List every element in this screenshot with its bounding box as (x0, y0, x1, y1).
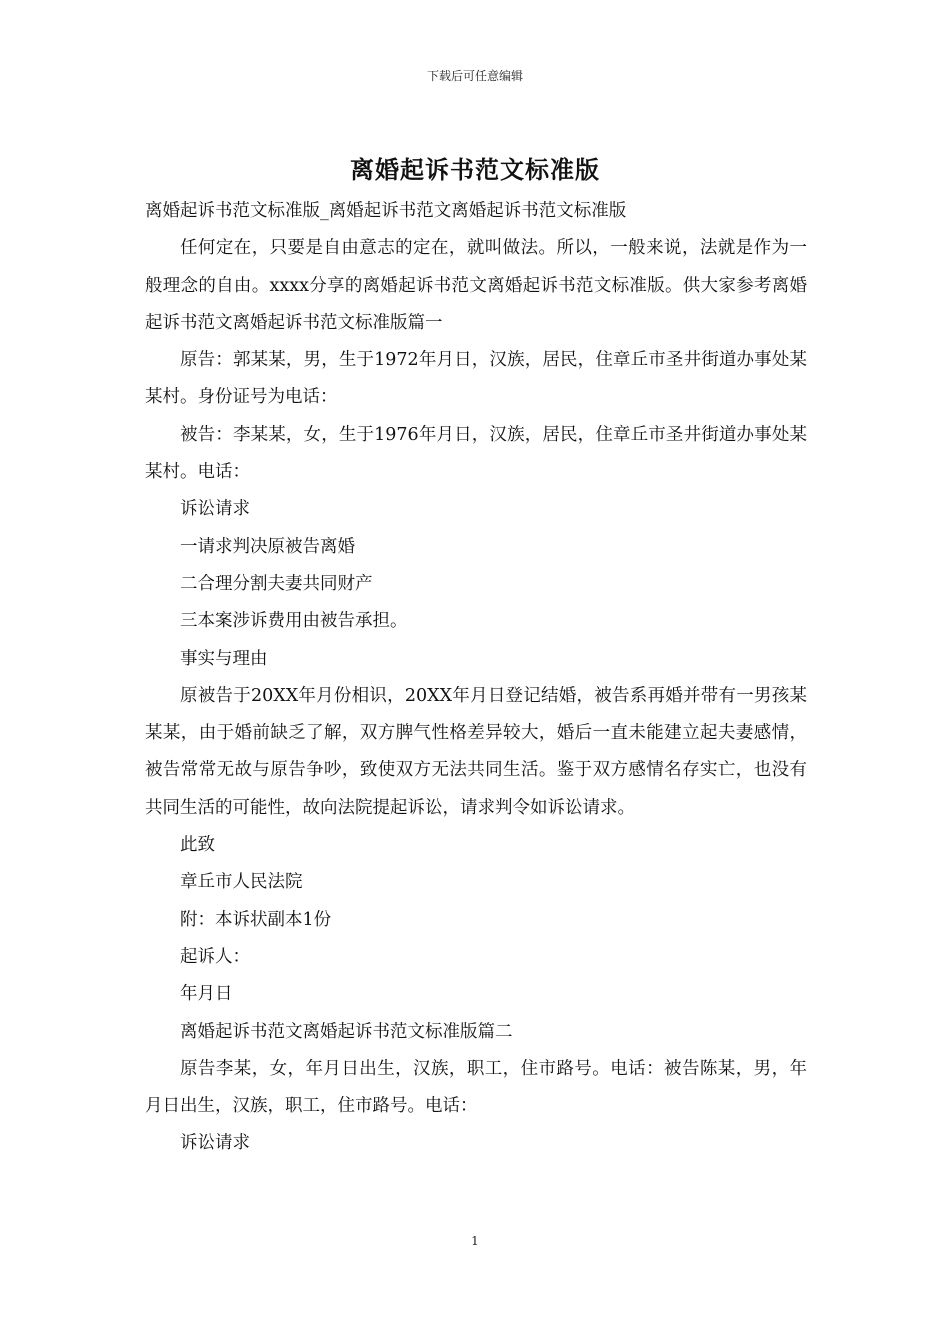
page-number: 1 (471, 1234, 479, 1248)
facts-paragraph: 原被告于20XX年月份相识，20XX年月日登记结婚，被告系再婚并带有一男孩某某某，由于婚前缺乏了解，双方脾气性格差异较大，婚后一直未能建立起夫妻感情，被告常常无故与原告争吵，致使双方无法共同生活。鉴于双方感情名存实亡，也没有共同生活的可能性，故向法院提起诉讼，请求判令如诉讼请求。 (145, 685, 807, 818)
date-line: 年月日 (180, 984, 233, 1005)
claim-item-1: 一请求判决原被告离婚 (180, 536, 355, 557)
claim-item-2: 二合理分割夫妻共同财产 (180, 573, 373, 594)
section-heading-facts: 事实与理由 (180, 648, 268, 669)
parties-paragraph-part2: 原告李某，女，年月日出生，汉族，职工，住市路号。电话：被告陈某，男，年月日出生，汉族，职工，住市路号。电话： (145, 1058, 807, 1117)
document-title: 离婚起诉书范文标准版 (350, 155, 600, 184)
attachment-line: 附：本诉状副本1份 (180, 909, 332, 930)
intro-paragraph: 任何定在，只要是自由意志的定在，就叫做法。所以，一般来说，法就是作为一般理念的自由。xxxx分享的离婚起诉书范文离婚起诉书范文标准版。供大家参考离婚起诉书范文离婚起诉书范文标准版篇一 (145, 238, 807, 333)
document-body (145, 193, 807, 1163)
header-note: 下载后可任意编辑 (426, 69, 523, 83)
section-heading-part2: 离婚起诉书范文离婚起诉书范文标准版篇二 (180, 1021, 513, 1042)
defendant-paragraph: 被告：李某某，女，生于1976年月日，汉族，居民，住章丘市圣井街道办事处某某村。电话： (145, 424, 807, 483)
plaintiff-paragraph: 原告：郭某某，男，生于1972年月日，汉族，居民，住章丘市圣井街道办事处某某村。身份证号为电话： (145, 350, 807, 408)
court-name-line: 章丘市人民法院 (180, 872, 303, 893)
subtitle-line: 离婚起诉书范文标准版_离婚起诉书范文离婚起诉书范文标准版 (145, 201, 627, 221)
section-heading-claims: 诉讼请求 (180, 499, 250, 520)
signature-line: 起诉人： (180, 946, 250, 967)
salutation-line: 此致 (180, 835, 215, 856)
claim-item-3: 三本案涉诉费用由被告承担。 (180, 611, 408, 632)
section-heading-claims-part2: 诉讼请求 (180, 1133, 250, 1154)
